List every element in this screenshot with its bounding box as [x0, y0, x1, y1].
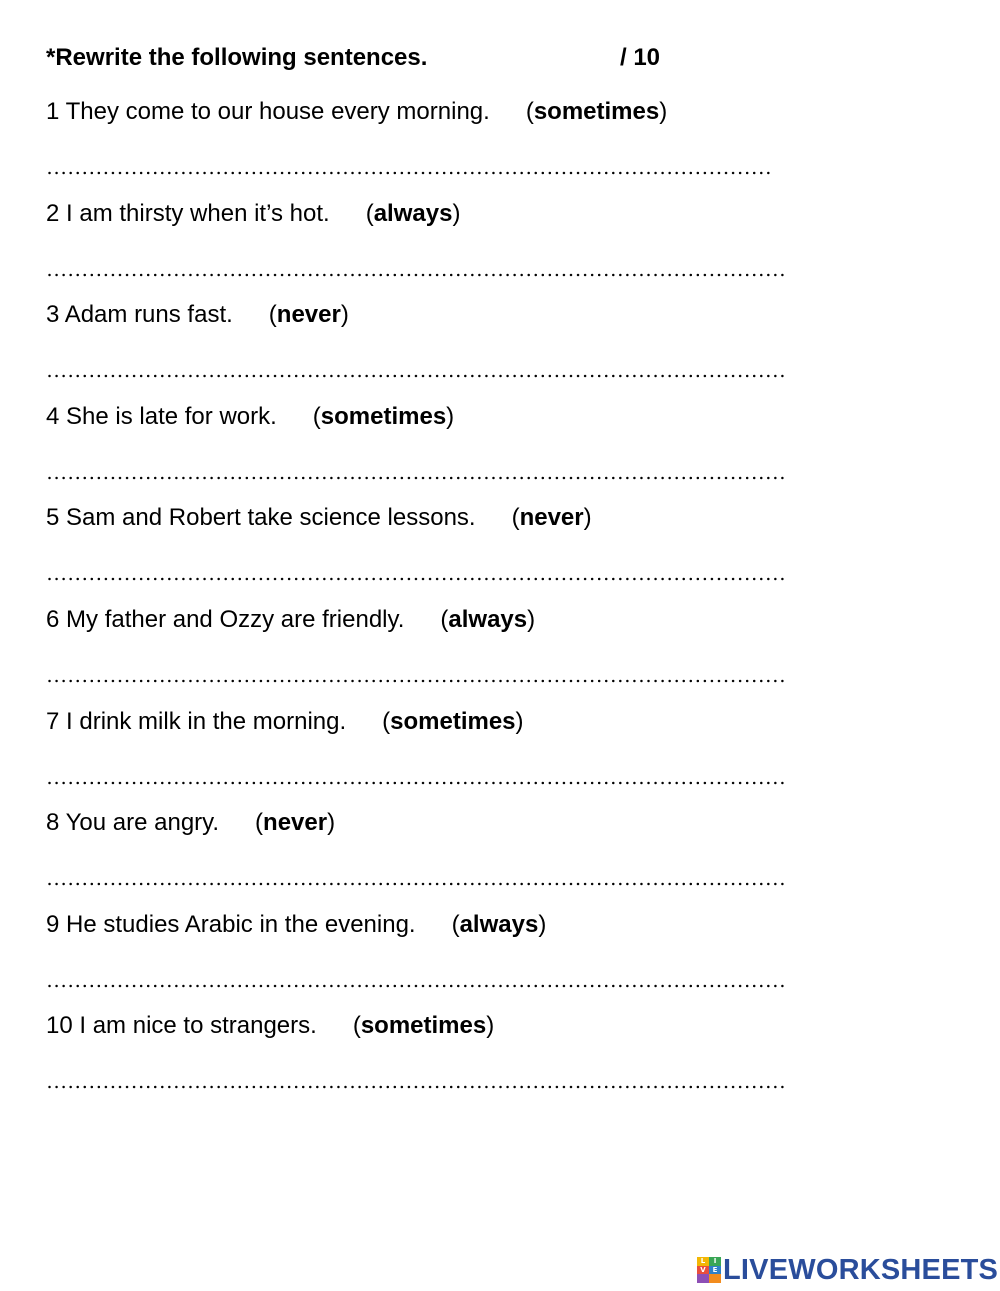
- answer-line[interactable]: [46, 984, 784, 988]
- answer-line[interactable]: [46, 374, 784, 378]
- question-text: [46, 503, 784, 533]
- question-number: 6: [46, 606, 60, 633]
- question-text: [46, 97, 774, 127]
- liveworksheets-logo: [697, 1255, 998, 1285]
- question-text: [46, 1011, 784, 1041]
- question-text: [46, 910, 784, 940]
- adverb-word: never: [519, 504, 584, 532]
- logo-icon-tile: V: [697, 1266, 709, 1275]
- question-text: [46, 199, 784, 229]
- question-number: 1: [46, 98, 60, 125]
- question-number: 4: [46, 402, 60, 430]
- question-number: 10: [46, 1012, 73, 1040]
- question-number: 9: [46, 910, 60, 938]
- question-item: [46, 1011, 784, 1089]
- question-sentence: They come to our house every morning.: [65, 98, 490, 125]
- answer-line[interactable]: [46, 679, 784, 683]
- question-sentence: My father and Ozzy are friendly.: [66, 606, 405, 633]
- question-item: [46, 503, 784, 581]
- instruction-heading: *Rewrite the following sentences.: [46, 44, 428, 71]
- question-item: [46, 402, 784, 480]
- question-sentence: He studies Arabic in the evening.: [66, 910, 416, 938]
- question-item: [46, 808, 784, 886]
- question-number: 2: [46, 199, 60, 227]
- question-sentence: I am thirsty when it’s hot.: [66, 199, 330, 227]
- adverb-word: sometimes: [360, 1012, 487, 1040]
- logo-icon-tile: E: [709, 1266, 721, 1275]
- logo-icon-tile: L: [697, 1257, 709, 1266]
- question-text: [46, 300, 784, 330]
- question-item: [46, 707, 784, 785]
- question-item: [46, 605, 784, 683]
- question-number: 7: [46, 707, 60, 735]
- question-text: [46, 707, 784, 737]
- logo-icon-tile: [709, 1274, 721, 1283]
- adverb-word: never: [276, 301, 341, 329]
- adverb-word: always: [448, 606, 528, 633]
- adverb-hint: (sometimes): [382, 707, 524, 735]
- question-text: [46, 605, 784, 635]
- adverb-hint: (sometimes): [525, 98, 668, 125]
- logo-icon-tile: I: [709, 1257, 721, 1266]
- answer-line[interactable]: [46, 882, 784, 886]
- question-item: [46, 199, 784, 277]
- adverb-word: sometimes: [533, 98, 660, 125]
- logo-icon-tile: [697, 1274, 709, 1283]
- answer-line[interactable]: [46, 476, 784, 480]
- liveworksheets-logo-icon: [697, 1257, 721, 1283]
- question-item: [46, 97, 774, 175]
- question-item: [46, 300, 784, 378]
- adverb-hint: (always): [365, 199, 461, 227]
- question-sentence: Adam runs fast.: [64, 301, 233, 329]
- adverb-hint: (sometimes): [352, 1012, 495, 1040]
- question-text: [46, 402, 784, 432]
- question-sentence: I drink milk in the morning.: [66, 707, 347, 735]
- answer-line[interactable]: [46, 781, 784, 785]
- answer-line[interactable]: [46, 171, 774, 175]
- adverb-hint: (never): [268, 301, 349, 329]
- adverb-hint: (never): [255, 809, 336, 837]
- logo-text: LIVEWORKSHEETS: [723, 1253, 999, 1286]
- adverb-word: never: [263, 809, 328, 837]
- question-sentence: She is late for work.: [66, 402, 277, 430]
- adverb-word: sometimes: [320, 402, 447, 430]
- question-number: 8: [46, 809, 60, 837]
- adverb-hint: (sometimes): [312, 402, 455, 430]
- adverb-word: always: [459, 910, 539, 938]
- adverb-word: always: [373, 199, 453, 227]
- question-sentence: You are angry.: [65, 809, 220, 837]
- question-item: [46, 910, 784, 988]
- score-label: / 10: [620, 44, 661, 71]
- question-text: [46, 808, 784, 838]
- question-sentence: Sam and Robert take science lessons.: [66, 504, 476, 532]
- answer-line[interactable]: [46, 1085, 784, 1089]
- answer-line[interactable]: [46, 273, 784, 277]
- adverb-hint: (never): [511, 504, 592, 532]
- question-number: 3: [46, 301, 60, 329]
- answer-line[interactable]: [46, 577, 784, 581]
- adverb-hint: (always): [451, 910, 547, 938]
- question-number: 5: [46, 504, 60, 532]
- adverb-word: sometimes: [390, 707, 516, 735]
- adverb-hint: (always): [440, 606, 536, 633]
- question-sentence: I am nice to strangers.: [79, 1012, 317, 1040]
